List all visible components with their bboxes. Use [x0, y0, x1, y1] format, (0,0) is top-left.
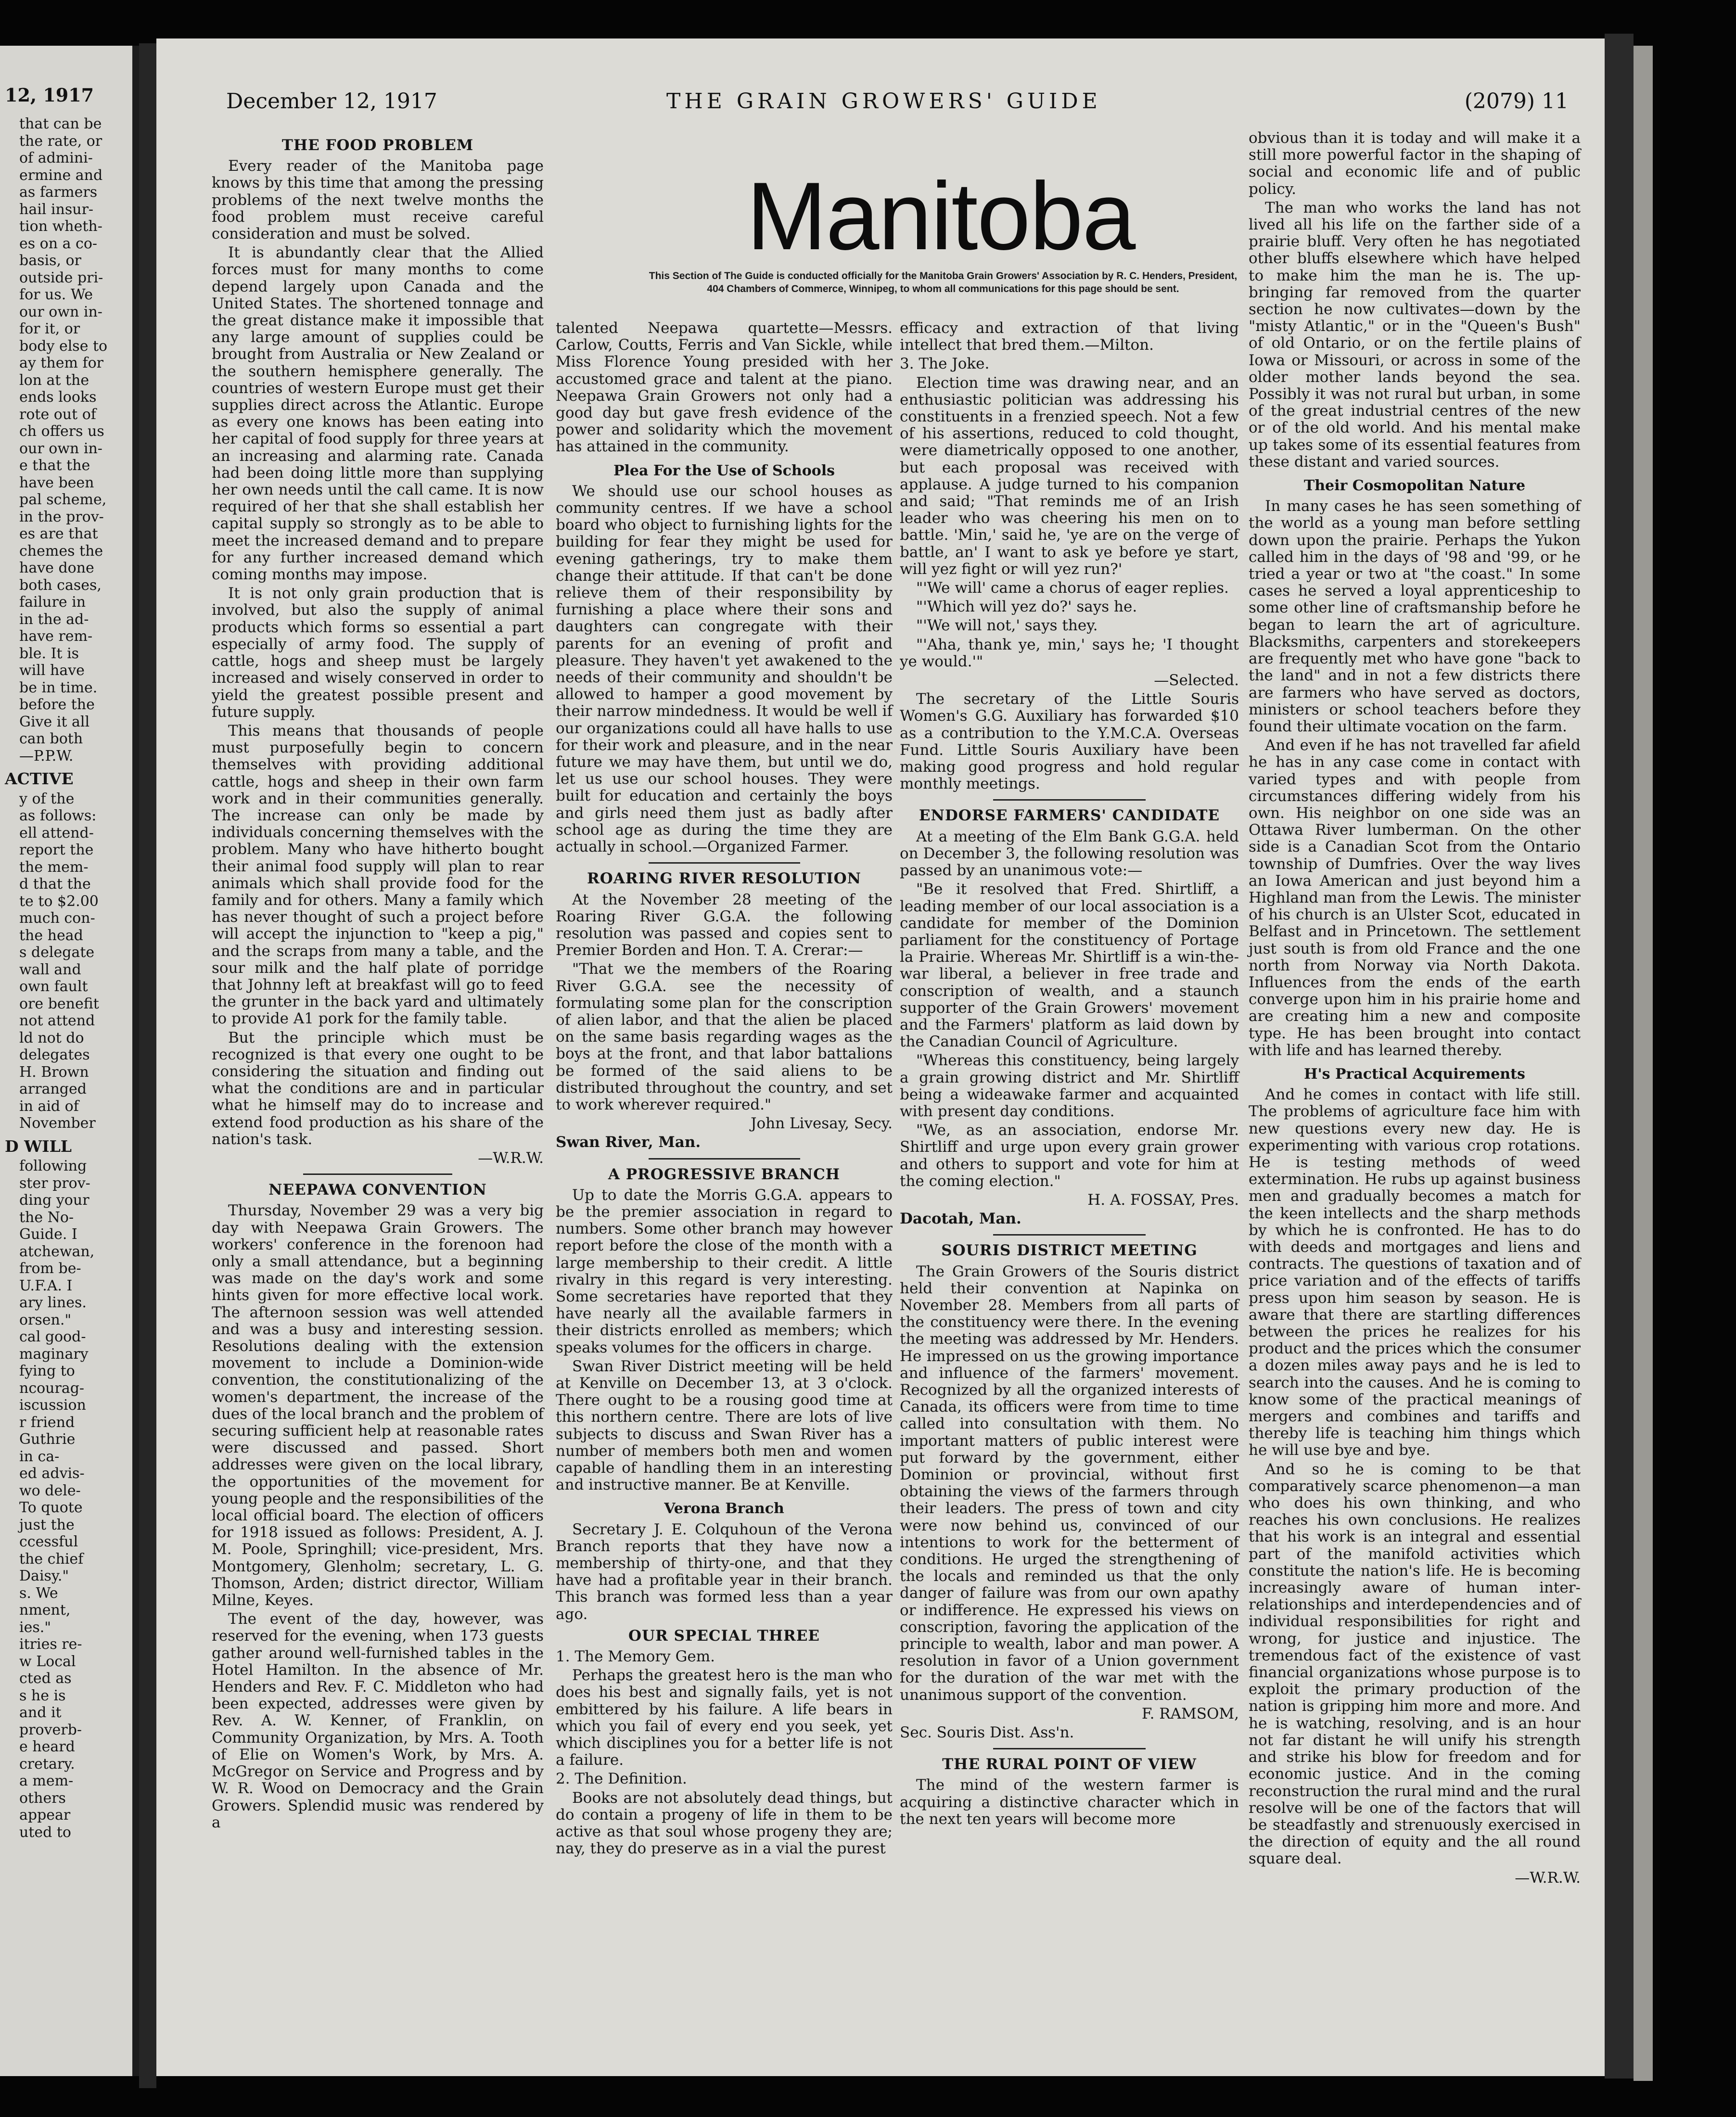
- text-fragment: r friend: [19, 1414, 75, 1431]
- paragraph: Secretary J. E. Colquhoun of the Verona Branch reports that they have now a membership of thirty-one, and that they have had a profitable year in their branch. This branch was formed less than a year ago.: [556, 1520, 893, 1623]
- text-fragment: proverb-: [19, 1721, 82, 1738]
- text-fragment: ermine and: [19, 166, 103, 184]
- signature: —W.R.W.: [478, 1149, 544, 1167]
- paragraph: "'We will' came a chorus of eager replies.: [916, 579, 1229, 597]
- paragraph: "'We will not,' says they.: [916, 617, 1098, 635]
- running-header: [156, 89, 1605, 118]
- text-fragment: Guthrie: [19, 1431, 76, 1448]
- text-fragment: fying to: [19, 1363, 75, 1379]
- subheading: Verona Branch: [664, 1500, 784, 1518]
- article-heading: THE RURAL POINT OF VIEW: [942, 1756, 1197, 1773]
- text-fragment: ay them for: [19, 355, 103, 371]
- text-fragment: Daisy.": [19, 1568, 69, 1584]
- header-date: December 12, 1917: [226, 89, 437, 114]
- paragraph: At the November 28 meeting of the Roaring River G.G.A. the following resolution was passed and copies sent to Premier Borden and Hon. T. A. Crerar:—: [556, 891, 893, 959]
- text-fragment: not attend: [19, 1012, 95, 1029]
- text-fragment: To quote: [19, 1499, 83, 1516]
- text-fragment: November: [19, 1115, 96, 1132]
- page-edge-shadow: [1605, 34, 1634, 2079]
- paragraph: Perhaps the greatest hero is the man who does his best and signally fails, yet is not embittered by his failure. A life bears in which you fail of every end you seek, yet which disciplines you for a better life is not a failure.: [556, 1667, 893, 1769]
- paragraph: "'Which will yez do?' says he.: [916, 598, 1137, 616]
- masthead-note: This Section of The Guide is conducted officially for the Manitoba Grain Growers' Association by R. C. Henders, President, 404 Chambers of Commerce, Winnipeg, to whom all communications for this page should be sent.: [649, 270, 1238, 294]
- divider: [993, 799, 1146, 801]
- paragraph: "'Aha, thank ye, min,' says he; 'I thought ye would.'": [900, 636, 1239, 670]
- text-fragment: w Local: [19, 1653, 76, 1670]
- text-fragment: others: [19, 1789, 66, 1807]
- signature: H. A. FOSSAY, Pres.: [1087, 1191, 1239, 1209]
- paragraph: And he comes in contact with life still. The problems of agriculture face him with new questions every new day. He is experimenting with various crop rotations. He is testing methods of weed extermination. He rubs up against business men and gradually becomes a match for the keen intellects and the sharp methods by which he is confronted. He has to do with deeds and mortgages and liens and contracts. The questions of taxation and of price variation and of the effects of tariffs press upon him season by season. He is aware that there are startling differences between the prices he realizes for his product and the prices which the consumer a dozen miles away pays and he is led to search into the causes. And he is coming to know some of the practical meanings of mergers and combines and tariffs and thereby life is teaching him things which he will use bye and bye.: [1249, 1086, 1581, 1459]
- paragraph: efficacy and extraction of that living intellect that bred them.—Milton.: [900, 319, 1239, 354]
- text-fragment: as follows:: [19, 807, 97, 824]
- text-fragment: in aid of: [19, 1097, 79, 1115]
- paragraph: And even if he has not travelled far afield he has in any case come in contact with varied types and with people from circumstances differing widely from his own. His neighbor on one side was an Ottawa River lumberman. On the other side is a Canadian Scot from the Ontario township of Dumfries. Over the way lives an Iowa American and just beyond him a Highland man from the Lewis. The minister of his church is an Ulster Scot, educated in Belfast and in Princetown. The settlement just south is from old France and the one north from Norway via North Dakota. Influences from the ends of the earth converge upon him in his prairie home and are creating him a new and composite type. He has been brought into contact with life and has learned thereby.: [1249, 737, 1581, 1059]
- text-fragment: ies.": [19, 1619, 51, 1636]
- text-fragment: lon at the: [19, 371, 89, 389]
- paragraph: "We, as an association, endorse Mr. Shirtliff and urge upon every grain grower and others to support and vote for him at the coming election.": [900, 1122, 1239, 1190]
- article-heading: THE FOOD PROBLEM: [281, 137, 474, 154]
- divider: [303, 1173, 453, 1175]
- list-item: 2. The Definition.: [556, 1770, 687, 1788]
- text-fragment: cal good-: [19, 1328, 86, 1345]
- divider: [649, 862, 800, 864]
- text-fragment: orsen.": [19, 1311, 72, 1328]
- divider: [649, 1158, 800, 1160]
- text-fragment: tion wheth-: [19, 218, 102, 235]
- list-item: 3. The Joke.: [900, 355, 990, 373]
- text-fragment: ends looks: [19, 389, 97, 406]
- signature-title: Sec. Souris Dist. Ass'n.: [900, 1724, 1074, 1742]
- paragraph: At a meeting of the Elm Bank G.G.A. held on December 3, the following resolution was passed by an unanimous vote:—: [900, 828, 1239, 880]
- text-fragment: a mem-: [19, 1773, 74, 1789]
- text-fragment: Guide. I: [19, 1226, 77, 1243]
- text-fragment: from be-: [19, 1260, 81, 1277]
- article-heading: OUR SPECIAL THREE: [628, 1627, 820, 1645]
- list-item: 1. The Memory Gem.: [556, 1648, 715, 1666]
- text-fragment: following: [19, 1158, 87, 1174]
- text-fragment: maginary: [19, 1345, 89, 1363]
- text-fragment: wo dele-: [19, 1482, 81, 1499]
- paragraph: obvious than it is today and will make it a still more powerful factor in the shaping of social and economic life and of public policy.: [1249, 129, 1581, 198]
- dateline: Dacotah, Man.: [900, 1210, 1021, 1228]
- text-fragment: cretary.: [19, 1755, 75, 1773]
- text-fragment: the head: [19, 927, 83, 944]
- paragraph: The event of the day, however, was reserved for the evening, when 173 guests gather around well-furnished tables in the Hotel Hamilton. In the absence of Mr. Henders and Rev. F. C. Middleton who had been expected, addresses were given by Rev. A. W. Kenner, of Franklin, on Community Organization, by Mrs. A. Tooth of Elie on Women's Work, by Mrs. A. McGregor on Service and Progress and by W. R. Wood on Democracy and the Grain Growers. Splendid music was rendered by a: [212, 1610, 544, 1831]
- text-fragment: appear: [19, 1807, 71, 1824]
- article-heading: SOURIS DISTRICT MEETING: [941, 1242, 1198, 1260]
- text-fragment: before the: [19, 696, 95, 713]
- column-3: [900, 320, 1239, 1830]
- text-fragment: in the ad-: [19, 611, 89, 628]
- text-fragment: ding your: [19, 1192, 89, 1209]
- text-fragment: delegates: [19, 1046, 90, 1063]
- text-fragment: —P.P.W.: [19, 747, 74, 765]
- paragraph: Up to date the Morris G.G.A. appears to be the premier association in regard to numbers. Some other branch may however report before the close of the month with a large membership to their credit. A little rivalry in this regard is very interesting. Some secretaries have reported that they have nearly all the available farmers in their districts enrolled as members; which speaks volumes for the officers in charge.: [556, 1186, 893, 1356]
- text-fragment: much con-: [19, 910, 95, 927]
- text-fragment: as farmers: [19, 184, 98, 201]
- paragraph: Election time was drawing near, and an enthusiastic politician was addressing his constituents in a frenzied speech. Not a few of his assertions, reduced to cold thought, were diametrically opposed to one another, but each proposal was received with applause. A judge turned to his companion and said; "That reminds me of an Irish leader who was cheering his men on to battle. 'Min,' said he, 'ye are on the verge of battle, an' I want to ask ye before ye start, will yez fight or will yez run?': [900, 374, 1239, 578]
- text-fragment: te to $2.00: [19, 893, 99, 910]
- text-fragment: s. We: [19, 1584, 58, 1602]
- text-fragment: H. Brown: [19, 1063, 89, 1081]
- paragraph: This means that thousands of people must purposefully begin to concern themselves with providing additional cattle, hogs and sheep in their own farm work and in their communities generally. The increase can only be made by individuals concerning themselves with the problem. Many who have hitherto bought their animal food supply will plan to rear animals which shall provide food for the family and for others. Many a family which has never thought of such a project before will accept the injunction to "keep a pig," and the scraps from many a table, and the sour milk and the half plate of porridge that Johnny left at breakfast will go to feed the grunter in the back yard and ultimately to provide A1 pork for the family table.: [212, 722, 544, 1028]
- text-fragment: the chief: [19, 1550, 84, 1568]
- paragraph: "That we the members of the Roaring River G.G.A. see the necessity of formulating some plan for the conscription of alien labor, and that the alien be placed on the same basis regarding wages as the boys at the front, and that labor battalions be formed of the said aliens to be distributed throughout the country, and set to work wherever required.": [556, 960, 893, 1113]
- dateline: Swan River, Man.: [556, 1134, 701, 1151]
- signature: —W.R.W.: [1515, 1869, 1581, 1887]
- paragraph: It is abundantly clear that the Allied forces must for many months to come depend largely upon Canada and the United States. The shortened tonnage and the great distance make it impossible that any large amount of supplies could be brought from Australia or New Zealand or the southern hemisphere generally. The countries of western Europe must get their supplies direct across the Atlantic. Europe as every one knows has been eating into her capital of food supply for three years at an increasing and alarming rate. Canada had been doing little more than supplying her own needs until the call came. It is now required of her that she shall establish her capital supply so strongly as to be able to meet the increased demand and to prepare for any further increased demand which coming months may impose.: [212, 244, 544, 584]
- text-fragment: own fault: [19, 978, 88, 995]
- text-fragment: the mem-: [19, 858, 89, 876]
- text-fragment: ell attend-: [19, 824, 94, 842]
- previous-page-fragments: [0, 115, 132, 765]
- text-fragment: ed advis-: [19, 1465, 85, 1482]
- text-fragment: uted to: [19, 1824, 71, 1841]
- text-fragment: of admini-: [19, 150, 93, 166]
- text-fragment: e heard: [19, 1738, 75, 1755]
- text-fragment: itries re-: [19, 1636, 82, 1653]
- text-fragment: d that the: [19, 876, 91, 893]
- section-masthead: Manitoba: [746, 163, 1135, 270]
- text-fragment: be in time.: [19, 679, 98, 696]
- text-fragment: body else to: [19, 337, 108, 355]
- paragraph: It is not only grain production that is involved, but also the supply of animal products which forms so essential a part especially of army food. The supply of cattle, hogs and sheep must be largely increased and wisely conserved in order to yield the greatest possible present and future supply.: [212, 585, 544, 721]
- text-fragment: that can be: [19, 115, 102, 132]
- text-fragment: atchewan,: [19, 1243, 95, 1260]
- text-fragment: nment,: [19, 1602, 71, 1619]
- signature: —Selected.: [1154, 672, 1239, 689]
- previous-page-header: 12, 1917: [5, 84, 94, 106]
- paragraph: Swan River District meeting will be held at Kenville on December 13, at 3 o'clock. There ought to be a rousing good time at this northern centre. There are lots of live subjects to discuss and Swan River has a number of members both men and women capable of handling them in an interesting and instructive manner. Be at Kenville.: [556, 1357, 893, 1494]
- text-fragment: in the prov-: [19, 508, 104, 525]
- text-fragment: y of the: [19, 790, 75, 807]
- previous-page-strip: [0, 46, 139, 2076]
- paragraph: talented Neepawa quartette—Messrs. Carlow, Coutts, Ferris and Van Sickle, while Miss Florence Young presided with her accustomed grace and talent at the piano. Neepawa Grain Growers not only had a good day but gave fresh evidence of the power and solidarity which the movement has attained in the community.: [556, 319, 893, 456]
- text-fragment: ster prov-: [19, 1174, 90, 1192]
- column-2: [556, 320, 893, 1859]
- previous-page-heading: ACTIVE: [5, 769, 74, 788]
- text-fragment: chemes the: [19, 542, 103, 560]
- paragraph: Books are not absolutely dead things, but do contain a progeny of life in them to be active as that soul whose progeny they are; nay, they do preserve as in a vial the purest: [556, 1789, 893, 1858]
- paragraph: "Whereas this constituency, being largely a grain growing district and Mr. Shirtliff being a wideawake farmer and acquainted with present day conditions.: [900, 1052, 1239, 1120]
- text-fragment: report the: [19, 842, 94, 858]
- previous-page-heading-2: D WILL: [5, 1136, 72, 1156]
- previous-page-fragments-3: [0, 1158, 132, 1841]
- text-fragment: our own in-: [19, 303, 102, 320]
- text-fragment: ary lines.: [19, 1294, 87, 1311]
- paragraph: The mind of the western farmer is acquiring a distinctive character which in the next ten years will become more: [900, 1776, 1239, 1828]
- article-heading: ENDORSE FARMERS' CANDIDATE: [919, 807, 1220, 825]
- divider: [993, 1234, 1146, 1236]
- divider: [993, 1748, 1146, 1749]
- text-fragment: ccessful: [19, 1533, 78, 1550]
- text-fragment: ble. It is: [19, 645, 79, 662]
- text-fragment: ld not do: [19, 1029, 84, 1046]
- text-fragment: for us. We: [19, 286, 93, 303]
- text-fragment: hail insur-: [19, 201, 94, 218]
- article-heading: NEEPAWA CONVENTION: [268, 1181, 487, 1199]
- text-fragment: have rem-: [19, 628, 93, 645]
- article-heading: ROARING RIVER RESOLUTION: [587, 870, 861, 888]
- paragraph: "Be it resolved that Fred. Shirtliff, a leading member of our local association is a candidate for member of the Dominion parliament for the constituency of Portage la Prairie. Whereas Mr. Shirtliff is a win-the-war liberal, a believer in free trade and conscription of wealth, and a staunch supporter of the Grain Growers' movement and the Farmers' platform as laid down by the Canadian Council of Agriculture.: [900, 880, 1239, 1051]
- subheading: H's Practical Acquirements: [1304, 1065, 1525, 1083]
- signature: F. RAMSOM,: [1141, 1705, 1239, 1722]
- text-fragment: both cases,: [19, 576, 102, 594]
- text-fragment: failure in: [19, 594, 86, 611]
- header-publication-title: THE GRAIN GROWERS' GUIDE: [666, 89, 1101, 114]
- paragraph: But the principle which must be recognized is that every one ought to be considering the situation and finding out what the conditions are and in particular what he himself may do to increase and extend food production as his share of the nation's task.: [212, 1029, 544, 1148]
- book-gutter: [139, 43, 156, 2088]
- article-heading: A PROGRESSIVE BRANCH: [608, 1165, 841, 1183]
- text-fragment: can both: [19, 730, 83, 747]
- text-fragment: ch offers us: [19, 423, 104, 440]
- text-fragment: s he is: [19, 1687, 66, 1704]
- subheading: Their Cosmopolitan Nature: [1303, 477, 1526, 495]
- text-fragment: will have: [19, 662, 85, 679]
- text-fragment: arranged: [19, 1081, 87, 1097]
- text-fragment: s delegate: [19, 944, 95, 961]
- text-fragment: es are that: [19, 525, 98, 542]
- text-fragment: pal scheme,: [19, 491, 107, 508]
- text-fragment: es on a co-: [19, 235, 98, 252]
- column-4: [1249, 130, 1581, 1888]
- text-fragment: ore benefit: [19, 995, 99, 1012]
- previous-page-fragments-2: [0, 791, 132, 1132]
- text-fragment: ncourag-: [19, 1379, 85, 1397]
- text-fragment: our own in-: [19, 440, 102, 457]
- paragraph: And so he is coming to be that comparatively scarce phenomenon—a man who does his own thinking, and who reaches his own conclusions. He realizes that his work is an integral and essential part of the manifold activities which constitute the nation's life. He is becoming increasingly aware of human inter-relationships and interdependencies and of individual responsibilities for right and wrong, for justice and injustice. The tremendous fact of the existence of vast financial organizations whose purpose is to exploit the primary production of the nation is gripping him more and more. And he is watching, resolving, and is an hour not far distant he will unify his strength and strike his blow for freedom and for economic justice. And in the coming reconstruction the rural mind and the rural resolve will be one of the factors that will be steadfastly and strenuously exercised in the direction of equity and the all round square deal.: [1249, 1460, 1581, 1868]
- signature: John Livesay, Secy.: [751, 1115, 893, 1133]
- text-fragment: the No-: [19, 1209, 74, 1226]
- text-fragment: iscussion: [19, 1397, 86, 1414]
- text-fragment: e that the: [19, 457, 90, 474]
- paragraph: The man who works the land has not lived all his life on the farther side of a prairie bluff. Very often he has negotiated other bluffs elsewhere which have helped to make him the man he is. The up-bringing far removed from the quarter section he now cultivates—down by the "misty Atlantic," or in the "Queen's Bush" of old Ontario, or on the fertile plains of Iowa or Missouri, or across in some of the older mother lands beyond the sea. Possibly it was not rural but urban, in some of the great industrial centres of the new or of the old world. And his mental make up takes some of its essential features from these distant and varied sources.: [1249, 199, 1581, 471]
- text-fragment: in ca-: [19, 1448, 60, 1465]
- text-fragment: the rate, or: [19, 132, 102, 150]
- header-page-number: (2079) 11: [1464, 89, 1569, 114]
- column-1: [212, 132, 544, 1833]
- paragraph: Thursday, November 29 was a very big day with Neepawa Grain Growers. The workers' conference in the forenoon had only a small attendance, but a beginning was made on the day's work and some hints given for more effective local work. The afternoon session was well attended and was a busy and interesting session. Resolutions dealing with the extension movement to include a Dominion-wide convention, the constitutionalizing of the women's department, the increase of the dues of the local branch and the problem of securing sufficient help at reasonable rates were discussed and passed. Short addresses were given on the local library, the opportunities of the movement for young people and the responsibilities of the local official board. The election of officers for 1918 issued as follows: President, A. J. M. Poole, Springhill; vice-president, Mrs. Montgomery, Glenholm; secretary, L. G. Thomson, Arden; district director, William Milne, Keyes.: [212, 1202, 544, 1609]
- text-fragment: and it: [19, 1704, 62, 1721]
- paragraph: We should use our school houses as community centres. If we have a school board who object to furnishing lights for the building for fear they might be used for evening gatherings, try to make them change their attitude. If that can't be done relieve them of their responsibility by furnishing a place where their sons and daughters can congregate with their parents for an evening of profit and pleasure. They haven't yet awakened to the needs of their community and shouldn't be allowed to hamper a good movement by their narrow mindedness. It would be well if our organizations could all have halls to use for their work and pleasure, and in the near future we may have them, but until we do, let us use our school houses. They were built for education and certainly the boys and girls need them just as badly after school age as during the time they are actually in school.—Organized Farmer.: [556, 482, 893, 856]
- text-fragment: U.F.A. I: [19, 1277, 73, 1294]
- text-fragment: have been: [19, 474, 94, 491]
- paragraph: The Grain Growers of the Souris district held their convention at Napinka on November 28. Members from all parts of the constituency were there. In the evening the meeting was addressed by Mr. Henders. He impressed on us the growing importance and influence of the farmers' movement. Recognized by all the organized interests of Canada, its officers were from time to time called into consultation with them. No important matters of public interest were put forward by the government, either Dominion or provincial, without first obtaining the views of the farmers through their leaders. The press of town and city were now behind us, convinced of our intentions to work for the betterment of conditions. He urged the strengthening of the locals and reminded us that the only danger of failure was from our own apathy or indifference. He expressed his views on conscription, favoring the application of the principle to wealth, labor and man power. A resolution in favor of a Union government for the duration of the war met with the unanimous support of the convention.: [900, 1263, 1239, 1704]
- text-fragment: basis, or: [19, 252, 81, 269]
- paragraph: The secretary of the Little Souris Women's G.G. Auxiliary has forwarded $10 as a contribution to the Y.M.C.A. Overseas Fund. Little Souris Auxiliary have been making good progress and hold regular monthly meetings.: [900, 690, 1239, 793]
- text-fragment: Give it all: [19, 713, 90, 730]
- newspaper-page: [156, 38, 1605, 2076]
- text-fragment: for it, or: [19, 320, 80, 337]
- text-fragment: just the: [19, 1516, 75, 1533]
- paragraph: Every reader of the Manitoba page knows by this time that among the pressing problems of the next twelve months the food problem must receive careful consideration and must be solved.: [212, 157, 544, 243]
- paragraph: In many cases he has seen something of the world as a young man before settling down upon the prairie. Perhaps the Yukon called him in the days of '98 and '99, or he tried a year or two at "the coast." In some cases he served a loyal apprenticeship to some other line of craftsmanship before he began to learn the art of agriculture. Blacksmiths, carpenters and storekeepers are frequently met who have gone "back to the land" and in not a few districts there are farmers who have served as doctors, ministers or school teachers before they found their ultimate vocation on the farm.: [1249, 497, 1581, 735]
- page-stack-edge: [1634, 46, 1653, 2081]
- text-fragment: have done: [19, 560, 94, 576]
- text-fragment: wall and: [19, 961, 81, 978]
- text-fragment: outside pri-: [19, 269, 103, 286]
- text-fragment: rote out of: [19, 406, 96, 423]
- subheading: Plea For the Use of Schools: [613, 462, 835, 479]
- text-fragment: cted as: [19, 1670, 72, 1687]
